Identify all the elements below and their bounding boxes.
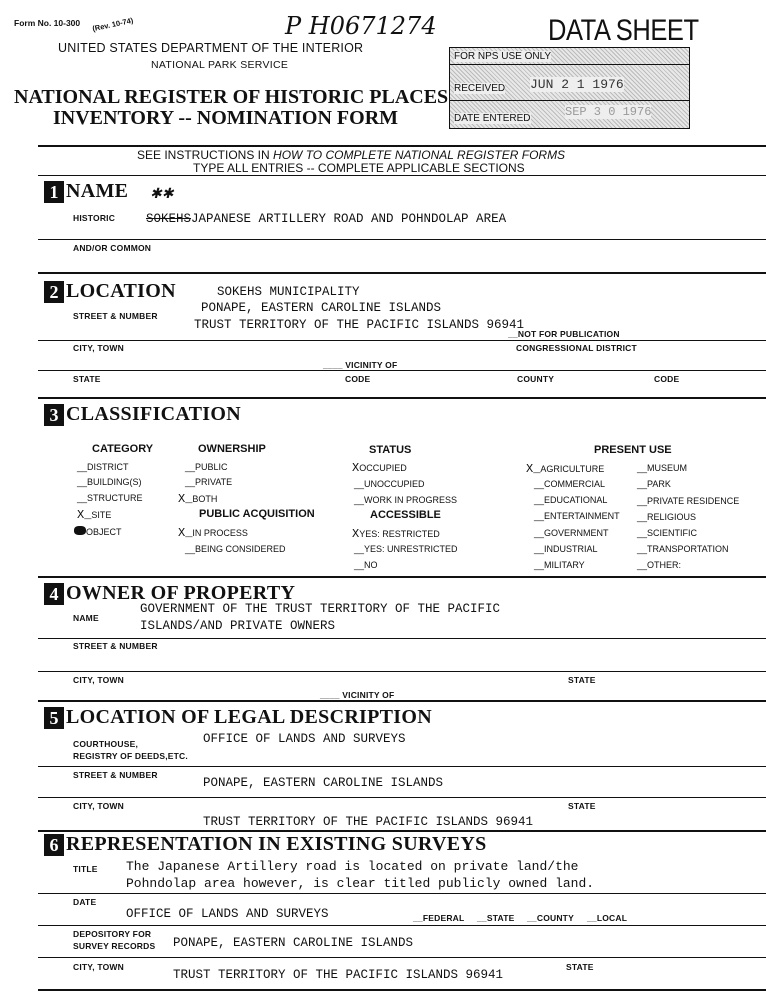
- legal-city-label: CITY, TOWN: [73, 801, 124, 811]
- form-number: Form No. 10-300: [14, 18, 81, 28]
- section-5-header: [44, 706, 432, 729]
- historic-value: JAPANESE ARTILLERY ROAD AND POHNDOLAP AREA: [191, 212, 507, 226]
- legal-street-value: PONAPE, EASTERN CAROLINE ISLANDS: [203, 776, 444, 790]
- section-2-header: [44, 280, 176, 303]
- section-1-header: [44, 180, 128, 203]
- historic-label: HISTORIC: [73, 213, 116, 223]
- instructions-line1: [137, 148, 565, 162]
- section-3-header: [44, 403, 241, 426]
- section-title: CLASSIFICATION: [66, 403, 241, 425]
- use-scientific: __SCIENTIFIC: [637, 528, 698, 538]
- legal-city-value: TRUST TERRITORY OF THE PACIFIC ISLANDS 96941: [203, 815, 534, 829]
- scribbled-check: [74, 526, 86, 535]
- owner-name-line1: GOVERNMENT OF THE TRUST TERRITORY OF THE PACIFIC: [140, 602, 501, 616]
- instructions-line2: TYPE ALL ENTRIES -- COMPLETE APPLICABLE SECTIONS: [193, 161, 525, 175]
- section-number: 3: [44, 404, 64, 426]
- use-park: __PARK: [637, 479, 671, 489]
- form-title-line2: INVENTORY -- NOMINATION FORM: [53, 107, 399, 129]
- survey-state-label: STATE: [566, 962, 594, 972]
- vicinity-label: ____ VICINITY OF: [323, 360, 398, 370]
- accessible-no: __NO: [354, 560, 378, 570]
- depository-value: PONAPE, EASTERN CAROLINE ISLANDS: [173, 936, 414, 950]
- vicinity-text: VICINITY OF: [342, 690, 395, 700]
- category-site: [77, 505, 111, 523]
- owner-city-label: CITY, TOWN: [73, 675, 124, 685]
- status-heading: STATUS: [369, 444, 412, 456]
- vicinity-text: VICINITY OF: [345, 360, 398, 370]
- instructions-text: SEE INSTRUCTIONS IN: [137, 148, 270, 162]
- not-for-publication: __NOT FOR PUBLICATION: [508, 329, 620, 339]
- location-line2: PONAPE, EASTERN CAROLINE ISLANDS: [201, 301, 442, 315]
- category-object: [74, 522, 122, 540]
- handwritten-mark: ✱✱: [150, 186, 174, 202]
- use-commercial: __COMMERCIAL: [534, 479, 606, 489]
- depository-label: DEPOSITORY FOR: [73, 929, 152, 939]
- survey-federal: __FEDERAL: [413, 913, 465, 923]
- survey-records-label: SURVEY RECORDS: [73, 941, 156, 951]
- check-mark: X: [352, 461, 360, 475]
- public-acquisition-heading: PUBLIC ACQUISITION: [199, 508, 315, 520]
- option-label: OCCUPIED: [359, 463, 407, 473]
- acquisition-being-considered: __BEING CONSIDERED: [185, 544, 286, 554]
- instructions-italic: HOW TO COMPLETE NATIONAL REGISTER FORMS: [273, 148, 566, 162]
- legal-street-label: STREET & NUMBER: [73, 770, 158, 780]
- option-label: OBJECT: [86, 527, 122, 537]
- survey-state: __STATE: [477, 913, 515, 923]
- historic-name: [146, 212, 506, 226]
- survey-city-label: CITY, TOWN: [73, 962, 124, 972]
- section-title: LOCATION: [66, 280, 176, 302]
- registry-label: REGISTRY OF DEEDS,ETC.: [73, 751, 188, 761]
- use-educational: __EDUCATIONAL: [534, 495, 608, 505]
- survey-city-value: TRUST TERRITORY OF THE PACIFIC ISLANDS 96941: [173, 968, 504, 982]
- date-entered-label: DATE ENTERED: [454, 113, 531, 124]
- use-entertainment: __ENTERTAINMENT: [534, 511, 620, 521]
- survey-title-line2: Pohndolap area however, is clear titled publicly owned land.: [126, 876, 595, 891]
- section-title: LOCATION OF LEGAL DESCRIPTION: [66, 706, 432, 728]
- survey-title-line1: The Japanese Artillery road is located on private land/the: [126, 859, 579, 874]
- congressional-district-label: CONGRESSIONAL DISTRICT: [516, 343, 637, 353]
- location-line1: SOKEHS MUNICIPALITY: [217, 285, 360, 299]
- nps-use-box: [449, 47, 690, 129]
- courthouse-value: OFFICE OF LANDS AND SURVEYS: [203, 732, 406, 746]
- check-mark: X_: [178, 526, 193, 540]
- status-occupied: [352, 458, 407, 476]
- section-number: 6: [44, 834, 64, 856]
- legal-state-label: STATE: [568, 801, 596, 811]
- and-or-common-label: AND/OR COMMON: [73, 243, 152, 253]
- owner-vicinity-label: ____ VICINITY OF: [320, 690, 395, 700]
- section-number: 5: [44, 707, 64, 729]
- use-museum: __MUSEUM: [637, 463, 688, 473]
- code-label: CODE: [345, 374, 371, 384]
- owner-street-label: STREET & NUMBER: [73, 641, 158, 651]
- option-label: IN PROCESS: [192, 528, 248, 538]
- option-label: AGRICULTURE: [540, 464, 605, 474]
- service-name: NATIONAL PARK SERVICE: [151, 59, 289, 71]
- city-town-label: CITY, TOWN: [73, 343, 124, 353]
- use-religious: __RELIGIOUS: [637, 512, 697, 522]
- department-name: UNITED STATES DEPARTMENT OF THE INTERIOR: [58, 41, 364, 55]
- section-number: 4: [44, 583, 64, 605]
- section-number: 2: [44, 281, 64, 303]
- option-label: SITE: [91, 510, 112, 520]
- present-use-heading: PRESENT USE: [594, 444, 672, 456]
- survey-title-label: TITLE: [73, 864, 98, 874]
- section-title: OWNER OF PROPERTY: [66, 582, 296, 604]
- check-mark: X_: [77, 508, 92, 522]
- option-label: BOTH: [192, 494, 218, 504]
- courthouse-label: COURTHOUSE,: [73, 739, 139, 749]
- use-agriculture: [526, 459, 604, 477]
- received-stamp: JUN 2 1 1976: [530, 77, 624, 92]
- county-label: COUNTY: [517, 374, 555, 384]
- category-heading: CATEGORY: [92, 443, 154, 455]
- section-number: 1: [44, 181, 64, 203]
- date-entered-stamp: SEP 3 0 1976: [565, 105, 652, 119]
- state-label: STATE: [73, 374, 101, 384]
- form-revision: (Rev. 10-74): [91, 15, 135, 34]
- ownership-both: [178, 489, 217, 507]
- check-mark: X_: [178, 492, 193, 506]
- category-buildings: __BUILDING(S): [77, 477, 142, 487]
- use-other: __OTHER:: [637, 560, 682, 570]
- category-district: __DISTRICT: [77, 462, 129, 472]
- use-military: __MILITARY: [534, 560, 585, 570]
- accessible-heading: ACCESSIBLE: [370, 509, 441, 521]
- section-title: REPRESENTATION IN EXISTING SURVEYS: [66, 833, 487, 855]
- use-transportation: __TRANSPORTATION: [637, 544, 729, 554]
- nps-use-label: FOR NPS USE ONLY: [454, 51, 552, 62]
- status-work-in-progress: __WORK IN PROGRESS: [354, 495, 458, 505]
- category-structure: __STRUCTURE: [77, 493, 143, 503]
- street-number-label: STREET & NUMBER: [73, 311, 158, 321]
- code-label-2: CODE: [654, 374, 680, 384]
- use-government: __GOVERNMENT: [534, 528, 609, 538]
- received-label: RECEIVED: [454, 83, 506, 94]
- ownership-public: __PUBLIC: [185, 462, 228, 472]
- ownership-heading: OWNERSHIP: [198, 443, 266, 455]
- status-unoccupied: __UNOCCUPIED: [354, 479, 425, 489]
- data-sheet-title: DATA SHEET: [548, 14, 699, 47]
- owner-name-line2: ISLANDS/AND PRIVATE OWNERS: [140, 619, 336, 633]
- use-industrial: __INDUSTRIAL: [534, 544, 598, 554]
- accessible-restricted: [352, 524, 440, 542]
- survey-county: __COUNTY: [527, 913, 574, 923]
- survey-date-value: OFFICE OF LANDS AND SURVEYS: [126, 907, 329, 921]
- survey-local: __LOCAL: [587, 913, 628, 923]
- owner-state-label: STATE: [568, 675, 596, 685]
- check-mark: X_: [526, 462, 541, 476]
- section-6-header: [44, 833, 487, 856]
- owner-name-label: NAME: [73, 613, 99, 623]
- accessible-unrestricted: __YES: UNRESTRICTED: [354, 544, 458, 554]
- section-title: NAME: [66, 180, 129, 202]
- handwritten-reference: P H0671274: [285, 12, 437, 40]
- location-line3: TRUST TERRITORY OF THE PACIFIC ISLANDS 96941: [194, 318, 525, 332]
- form-title-line1: NATIONAL REGISTER OF HISTORIC PLACES: [14, 86, 449, 108]
- option-label: YES: RESTRICTED: [359, 529, 440, 539]
- use-private-residence: __PRIVATE RESIDENCE: [637, 496, 740, 506]
- ownership-private: __PRIVATE: [185, 477, 233, 487]
- struck-text: SOKEHS: [146, 212, 192, 226]
- check-mark: X: [352, 527, 360, 541]
- survey-date-label: DATE: [73, 897, 97, 907]
- acquisition-in-process: [178, 523, 248, 541]
